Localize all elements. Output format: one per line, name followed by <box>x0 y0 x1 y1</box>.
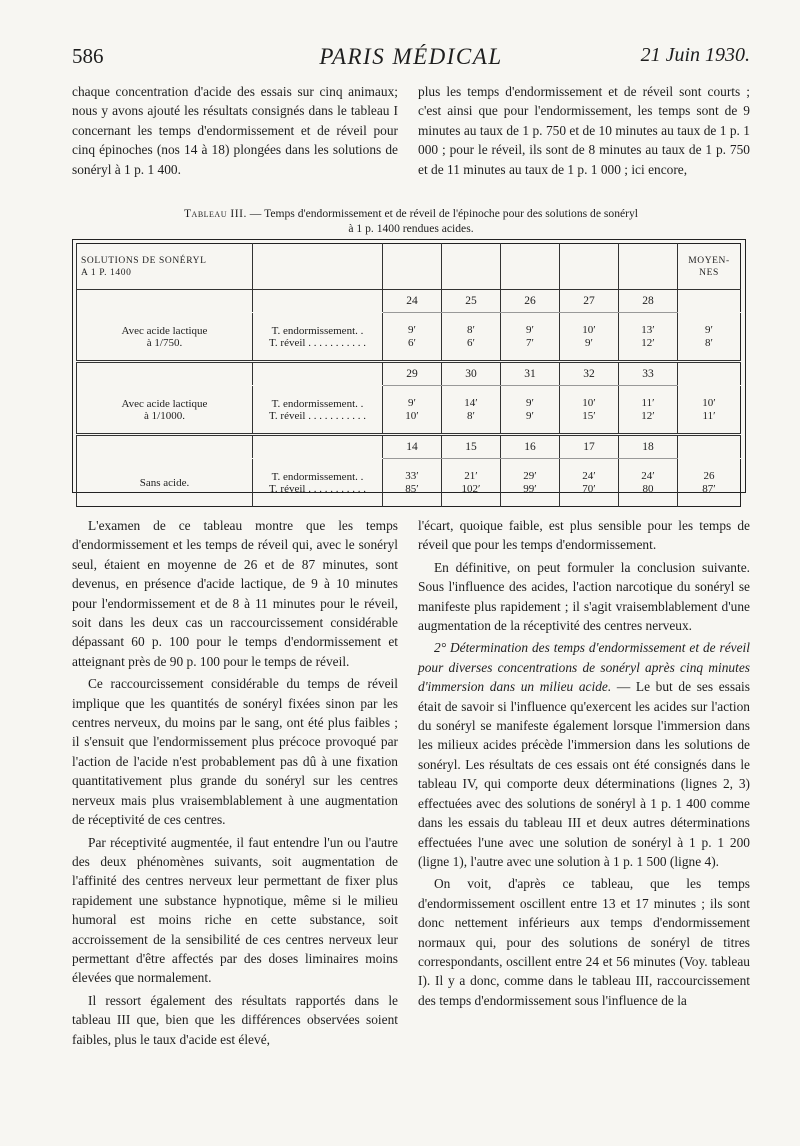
caption-text-line2: à 1 p. 1400 rendues acides. <box>348 222 474 235</box>
caption-text-line1: — Temps d'endormissement et de réveil de l'épinoche pour des solutions de sonéryl <box>249 207 639 220</box>
animal-numbers-row <box>77 435 741 459</box>
top-right-column <box>418 82 750 179</box>
value-cell: 9′ 9′ <box>501 386 560 435</box>
animal-number: 28 <box>619 290 678 313</box>
paragraph: On voit, d'après ce tableau, que les temps d'endormissement oscillent entre 13 et 17 minutes ; ils sont donc nettement inférieurs aux temps d'endormissement normaux qui, pour des solutions de sonéryl de titres correspondants, oscillent entre 24 et 56 minutes (Voy. tableau I). Il y a donc, comme dans le tableau III, raccourcissement des temps d'endormissement sous l'influence de la <box>418 876 750 1008</box>
paragraph: L'examen de ce tableau montre que les temps d'endormissement et les temps de réveil qui, avec le sonéryl seul, étaient en moyenne de 26 et de 87 minutes, sont devenus, en présence d'acide lactique, de 9 à 10 minutes pour l'endormissement et de 8 à 11 minutes pour le réveil, soit dans les deux cas un raccourcissement considérable dépassant 60 p. 100 pour le temps d'endormissement et atteignant près de 90 p. 100 pour le temps de réveil. <box>72 518 398 669</box>
values-row <box>77 459 741 507</box>
value-cell: 8′ 6′ <box>442 313 501 362</box>
journal-title: PARIS MÉDICAL <box>319 44 503 69</box>
value-cell: 10′ 15′ <box>560 386 619 435</box>
value-cell: 9′ 7′ <box>501 313 560 362</box>
condition-label: Sans acide. <box>77 459 253 507</box>
animal-number: 31 <box>501 362 560 386</box>
animal-number: 26 <box>501 290 560 313</box>
value-cell: 24′ 80 <box>619 459 678 507</box>
table-cell <box>678 362 741 386</box>
bottom-left-column <box>72 516 398 1049</box>
header-solutions: SOLUTIONS DE SONÉRYL A 1 P. 1400 <box>77 244 253 290</box>
mean-cell: 26 87′ <box>678 459 741 507</box>
animal-numbers-row <box>77 362 741 386</box>
value-cell: 24′ 70′ <box>560 459 619 507</box>
animal-number: 14 <box>383 435 442 459</box>
value-cell: 10′ 9′ <box>560 313 619 362</box>
condition-label: Avec acide lactique à 1/1000. <box>77 386 253 435</box>
bottom-right-column <box>418 516 750 1010</box>
value-cell: 21′ 102′ <box>442 459 501 507</box>
animal-number: 27 <box>560 290 619 313</box>
measure-labels: T. endormissement. . T. réveil . . . . . . . . . . . <box>253 459 383 507</box>
paragraph: plus les temps d'endormissement et de réveil sont courts ; c'est ainsi que pour l'endormissement, les temps sont de 9 minutes au taux de 1 p. 750 et de 10 minutes au taux de 1 p. 1 000 ; pour le réveil, ils sont de 8 minutes au taux de 1 p. 750 et de 11 minutes au taux de 1 p. 1 000 ; ici encore, <box>418 84 750 177</box>
animal-number: 33 <box>619 362 678 386</box>
value-cell: 9′ 6′ <box>383 313 442 362</box>
animal-number: 25 <box>442 290 501 313</box>
value-cell: 29′ 99′ <box>501 459 560 507</box>
paragraph: Il ressort également des résultats rapportés dans le tableau III que, bien que les différences observées soient faibles, plus le taux d'acide est élevé, <box>72 992 398 1047</box>
issue-date: 21 Juin 1930. <box>640 44 750 66</box>
value-cell: 9′ 10′ <box>383 386 442 435</box>
paragraph: l'écart, quoique faible, est plus sensible pour les temps de réveil que pour les temps d'endormissement. <box>418 518 750 553</box>
table-header-row <box>77 244 741 290</box>
page-number: 586 <box>72 44 104 68</box>
values-row <box>77 386 741 435</box>
animal-number: 17 <box>560 435 619 459</box>
table-cell <box>253 435 383 459</box>
page-header <box>72 44 750 74</box>
value-cell: 33′ 85′ <box>383 459 442 507</box>
table-cell <box>678 290 741 313</box>
header-blank <box>383 244 442 290</box>
animal-number: 16 <box>501 435 560 459</box>
table-cell <box>253 362 383 386</box>
header-blank <box>253 244 383 290</box>
top-left-column <box>72 82 398 179</box>
paragraph <box>418 638 750 871</box>
animal-number: 30 <box>442 362 501 386</box>
table-cell <box>77 435 253 459</box>
paragraph: En définitive, on peut formuler la conclusion suivante. Sous l'influence des acides, l'action narcotique du sonéryl se manifeste plus rapidement ; il s'agit vraisemblablement d'une augmentation de la réceptivité des centres nerveux. <box>418 559 750 634</box>
paragraph: chaque concentration d'acide des essais sur cinq animaux; nous y avons ajouté les résultats consignés dans le tableau I concernant les temps d'endormissement et de réveil pour cinq épinoches (nos 14 à 18) plongées dans les solutions de sonéryl à 1 p. 1 400. <box>72 84 398 177</box>
table-frame <box>72 239 746 493</box>
value-cell: 14′ 8′ <box>442 386 501 435</box>
header-moyennes: MOYEN- NES <box>678 244 741 290</box>
header-blank <box>560 244 619 290</box>
header-blank <box>619 244 678 290</box>
table-cell <box>253 290 383 313</box>
animal-numbers-row <box>77 290 741 313</box>
value-cell: 11′ 12′ <box>619 386 678 435</box>
header-blank <box>442 244 501 290</box>
paragraph: Ce raccourcissement considérable du temps de réveil implique que les quantités de sonéryl fixées sinon par les centres nerveux, du moins par le sang, ont été plus faibles ; il s'ensuit que l'endormissement plus précoce provoqué par l'action de l'acide n'est probablement pas dû à une fixation quantitativement plus grande du sonéryl sur les centres nerveux mais plus vraisemblablement à une augmentation de réceptivité de ces centres. <box>72 676 398 828</box>
mean-cell: 10′ 11′ <box>678 386 741 435</box>
mean-cell: 9′ 8′ <box>678 313 741 362</box>
table-cell <box>77 362 253 386</box>
table-cell <box>678 435 741 459</box>
animal-number: 15 <box>442 435 501 459</box>
header-blank <box>501 244 560 290</box>
paragraph-body: — Le but de ses essais était de savoir si l'influence qu'exercent les acides sur l'action du sonéryl se manifeste également lorsque l'immersion dans les milieux acides précède l'immersion dans les solutions de sonéryl. Les résultats de ces essais ont été consignés dans le tableau IV, qui comporte deux déterminations (lignes 2, 3) effectuées avec des solutions de sonéryl à 1 p. 1 400 comme dans les essais du tableau III et deux autres déterminations effectuées l'une avec une solution de sonéryl à 1 p. 1 200 (ligne 1), l'autre avec une solution à 1 p. 1 500 (ligne 4). <box>418 679 750 869</box>
condition-label: Avec acide lactique à 1/750. <box>77 313 253 362</box>
data-table <box>76 243 741 507</box>
animal-number: 29 <box>383 362 442 386</box>
section-heading: 2° Détermination des temps d'endormissement et de réveil pour diverses concentrations de sonéryl après cinq minutes d'immersion dans un milieu acide. <box>418 640 750 695</box>
table-cell <box>77 290 253 313</box>
table-caption <box>100 206 722 236</box>
values-row <box>77 313 741 362</box>
measure-labels: T. endormissement. . T. réveil . . . . . . . . . . . <box>253 386 383 435</box>
measure-labels: T. endormissement. . T. réveil . . . . . . . . . . . <box>253 313 383 362</box>
animal-number: 24 <box>383 290 442 313</box>
value-cell: 13′ 12′ <box>619 313 678 362</box>
animal-number: 18 <box>619 435 678 459</box>
paragraph: Par réceptivité augmentée, il faut entendre l'un ou l'autre des deux phénomènes suivants, soit augmentation de l'affinité des centres nerveux leur permettant de fixer plus rapidement une substance hypnotique, même si le milieu humoral est moins riche en cette substance, soit accroissement de la sensibilité de ces centres nerveux leur permettant d'être affectés par des doses liminaires moins élevées que normalement. <box>72 834 398 986</box>
animal-number: 32 <box>560 362 619 386</box>
caption-label: Tableau III. <box>183 207 247 220</box>
